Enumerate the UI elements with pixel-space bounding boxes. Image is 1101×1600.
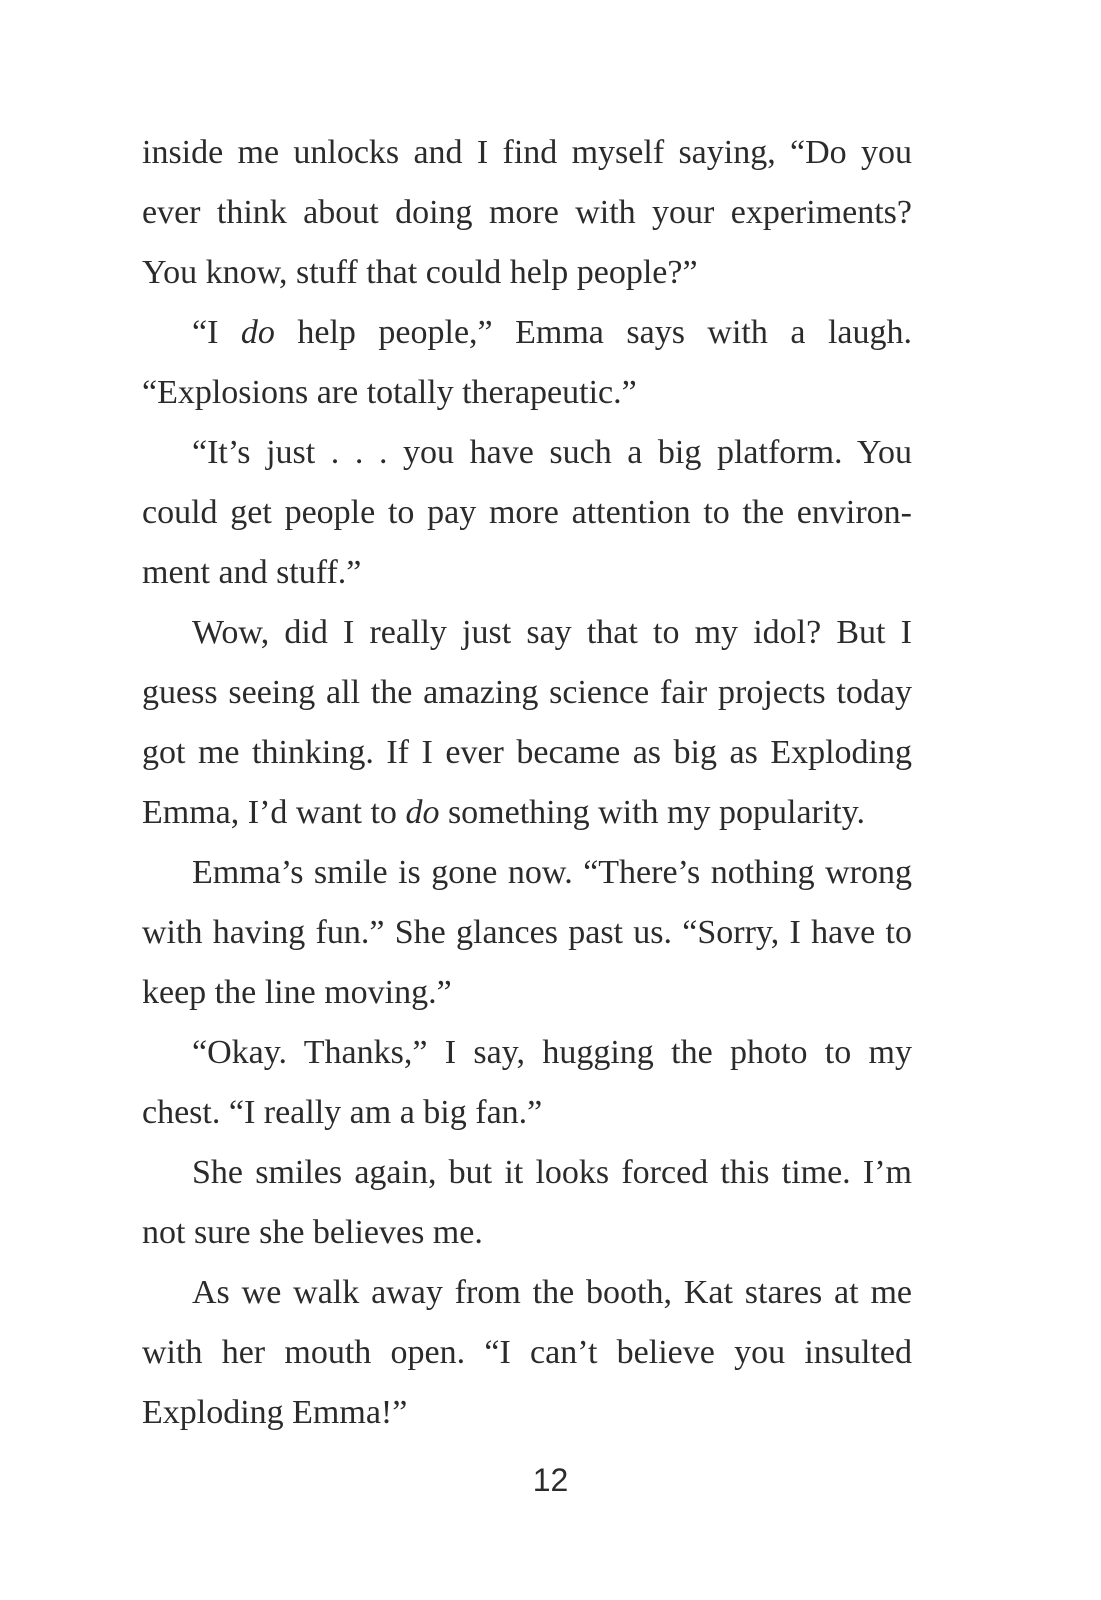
text-run: something with my popularity. [439, 794, 866, 831]
italic-emphasis: do [405, 794, 440, 831]
italic-emphasis: do [240, 314, 275, 351]
page-body-text [142, 123, 912, 1443]
paragraph [142, 1143, 912, 1263]
text-run: help people,” Emma says with a laugh. “Explosions are totally therapeutic.” [142, 314, 912, 411]
text-run: As we walk away from the booth, Kat stares at me with her mouth open. “I can’t believe you insulted Exploding Emma!” [142, 1274, 912, 1431]
paragraph [142, 123, 912, 303]
text-run: “It’s just . . . you have such a big platform. You could get people to pay more attention to the environment and stuff.” [142, 434, 912, 591]
text-run: inside me unlocks and I find myself saying, “Do you ever think about doing more with your experiments? You know, stuff that could help people?” [142, 134, 912, 291]
text-run: Emma’s smile is gone now. “There’s nothing wrong with having fun.” She glances past us. “Sorry, I have to keep the line moving.” [142, 854, 912, 1011]
text-run: “I [192, 314, 241, 351]
page-number: 12 [532, 1462, 569, 1498]
text-run: She smiles again, but it looks forced this time. I’m not sure she believes me. [142, 1154, 912, 1251]
text-run: “Okay. Thanks,” I say, hugging the photo to my chest. “I really am a big fan.” [142, 1034, 912, 1131]
paragraph [142, 843, 912, 1023]
paragraph [142, 303, 912, 423]
paragraph [142, 603, 912, 843]
paragraph [142, 1263, 912, 1443]
text-run: Wow, did I really just say that to my idol? But I guess seeing all the amazing science fair projects today got me thinking. If I ever became as big as Exploding Emma, I’d want to [142, 614, 912, 831]
paragraph [142, 1023, 912, 1143]
paragraph [142, 423, 912, 603]
